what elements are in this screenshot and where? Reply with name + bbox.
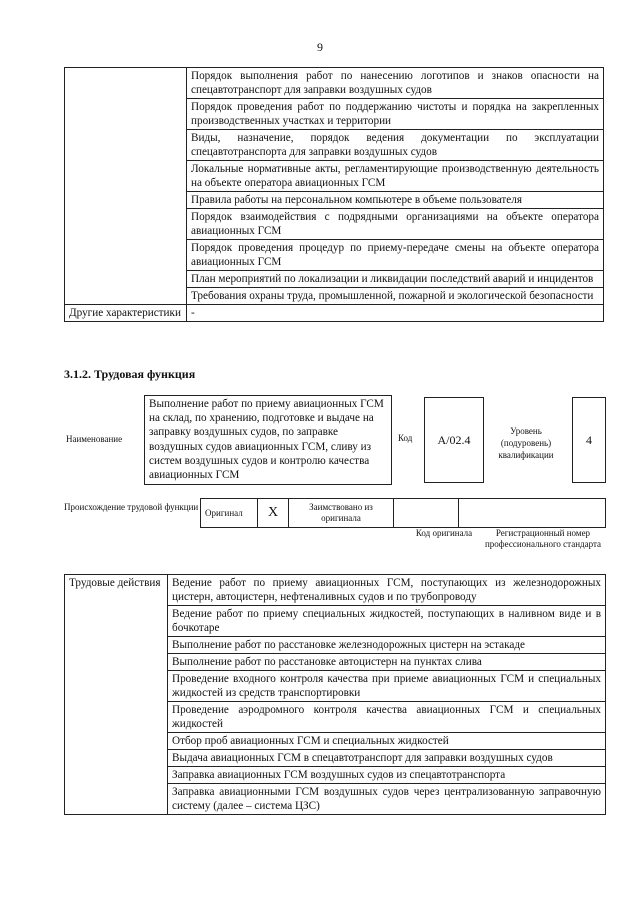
other-value: - [187, 305, 604, 322]
knowledge-item: Порядок проведения процедур по приему-передаче смены на объекте оператора авиационных ГСМ [187, 240, 604, 271]
labor-action-item: Выполнение работ по расстановке железнодорожных цистерн на эстакаде [168, 637, 606, 654]
knowledge-item: План мероприятий по локализации и ликвидации последствий аварий и инцидентов [187, 271, 604, 288]
table-row [65, 68, 604, 99]
labor-action-item: Проведение входного контроля качества при приеме авиационных ГСМ и специальных жидкостей из средств транспортировки [168, 671, 606, 702]
section-heading: 3.1.2. Трудовая функция [64, 367, 196, 381]
page-number: 9 [317, 40, 323, 54]
labor-actions-table [64, 574, 606, 815]
labor-action-item: Проведение аэродромного контроля качества авиационных ГСМ и специальных жидкостей [168, 702, 606, 733]
borrowed-label: Заимствовано из оригинала [289, 499, 394, 528]
labor-action-item: Заправка авиационных ГСМ воздушных судов из спецавтотранспорта [168, 767, 606, 784]
knowledge-table [64, 67, 604, 322]
level-box: 4 [572, 397, 606, 483]
labor-action-item: Выполнение работ по расстановке автоцистерн на пунктах слива [168, 654, 606, 671]
labor-action-item: Выдача авиационных ГСМ в спецавтотранспорт для заправки воздушных судов [168, 750, 606, 767]
knowledge-item: Виды, назначение, порядок ведения документации по эксплуатации спецавтотранспорта для заправки воздушных судов [187, 130, 604, 161]
origin-label: Происхождение трудовой функции [64, 502, 199, 512]
table-row [65, 575, 606, 606]
original-label: Оригинал [201, 499, 258, 528]
labor-action-item: Заправка авиационными ГСМ воздушных судов через централизованную заправочную систему (далее – система ЦЗС) [168, 784, 606, 815]
original-mark: X [258, 499, 289, 528]
labor-action-item: Ведение работ по приему авиационных ГСМ, поступающих из железнодорожных цистерн, автоцистерн, нефтеналивных судов и по трубопроводу [168, 575, 606, 606]
labor-action-item: Ведение работ по приему специальных жидкостей, поступающих в наливном виде и в бочкотаре [168, 606, 606, 637]
name-label: Наименование [66, 434, 123, 444]
function-name-box: Выполнение работ по приему авиационных ГСМ на склад, по хранению, подготовке и выдаче на заправку воздушных судов, по заправке воздушных судов авиационных ГСМ, сливу из систем воздушных судов и контролю качества авиационных ГСМ [144, 395, 392, 485]
code-original-label: Код оригинала [415, 528, 473, 538]
code-original-cell [394, 499, 459, 528]
knowledge-item: Требования охраны труда, промышленной, пожарной и экологической безопасности [187, 288, 604, 305]
knowledge-item: Порядок проведения работ по поддержанию чистоты и порядка на закрепленных производственных участках и территории [187, 99, 604, 130]
knowledge-item: Локальные нормативные акты, регламентирующие производственную деятельность на объекте оператора авиационных ГСМ [187, 161, 604, 192]
other-characteristics-row [65, 305, 604, 322]
origin-table [200, 498, 606, 528]
knowledge-item: Порядок взаимодействия с подрядными организациями на объекте оператора авиационных ГСМ [187, 209, 604, 240]
code-box: А/02.4 [424, 397, 484, 483]
knowledge-item: Порядок выполнения работ по нанесению логотипов и знаков опасности на спецавтотранспорт для заправки воздушных судов [187, 68, 604, 99]
other-label: Другие характеристики [65, 305, 187, 322]
code-label: Код [398, 433, 413, 443]
level-label: Уровень (подуровень) квалификации [498, 426, 554, 460]
reg-number-label: Регистрационный номер профессионального стандарта [484, 528, 602, 549]
labor-actions-label: Трудовые действия [65, 575, 168, 815]
knowledge-item: Правила работы на персональном компьютере в объеме пользователя [187, 192, 604, 209]
reg-number-cell [459, 499, 606, 528]
labor-action-item: Отбор проб авиационных ГСМ и специальных жидкостей [168, 733, 606, 750]
label-cell [65, 68, 187, 305]
